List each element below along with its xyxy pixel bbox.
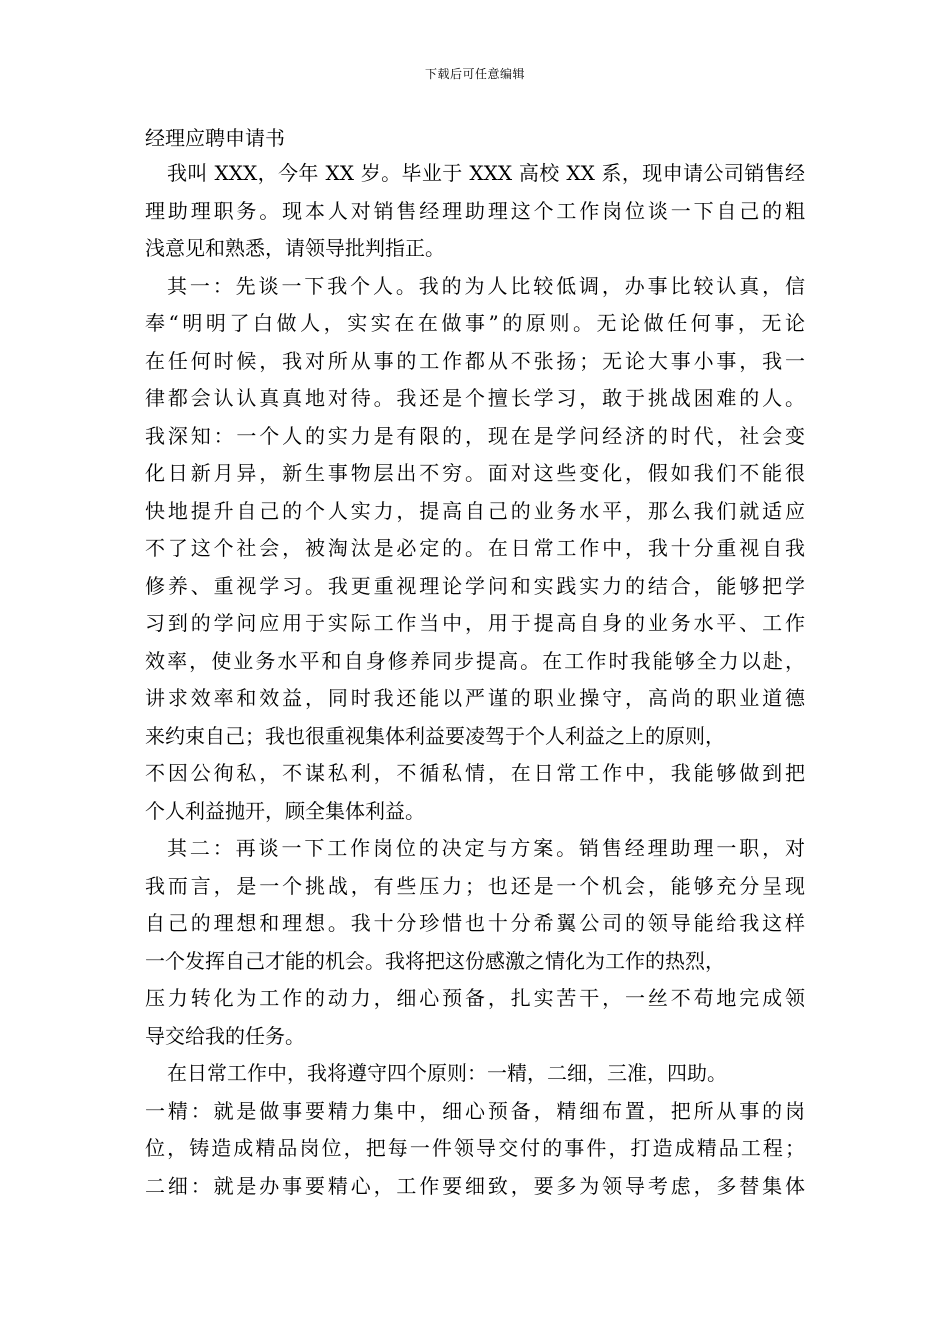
body-text-line: 我而言，是一个挑战，有些压力；也还是一个机会，能够充分呈现 [145,873,805,898]
body-text-line: 习到的学问应用于实际工作当中，用于提高自身的业务水平、工作 [145,611,805,635]
body-text-line: 浅意见和熟悉，请领导批判指正。 [145,236,445,260]
body-text-line: 位，铸造成精品岗位，把每一件领导交付的事件，打造成精品工程； [145,1136,805,1160]
body-text-line: 其二：再谈一下工作岗位的决定与方案。销售经理助理一职，对 [167,836,805,860]
page-header-note: 下载后可任意编辑 [424,67,525,81]
body-text-line: 化日新月异，新生事物层出不穷。面对这些变化，假如我们不能很 [145,461,805,485]
body-text-line: 效率，使业务水平和自身修养同步提高。在工作时我能够全力以赴， [145,648,805,673]
body-text-line: 来约束自己；我也很重视集体利益要凌驾于个人利益之上的原则， [145,723,725,748]
body-text-line: 其一：先谈一下我个人。我的为人比较低调，办事比较认真，信 [167,273,805,298]
document-body [145,155,805,1205]
body-text-line: 导交给我的任务。 [145,1023,305,1048]
body-text-line: 在任何时候，我对所从事的工作都从不张扬；无论大事小事，我一 [145,348,805,373]
body-text-line: 一个发挥自己才能的机会。我将把这份感激之情化为工作的热烈， [145,948,725,973]
document-title: 经理应聘申请书 [145,126,285,150]
body-text-line: 不了这个社会，被淘汰是必定的。在日常工作中，我十分重视自我 [145,536,805,560]
body-text-line: 理助理职务。现本人对销售经理助理这个工作岗位谈一下自己的粗 [145,198,805,223]
body-text-line: 二细：就是办事要精心，工作要细致，要多为领导考虑，多替集体 [145,1173,805,1198]
body-text-line: 自己的理想和理想。我十分珍惜也十分希翼公司的领导能给我这样 [145,911,805,935]
body-text-line: 不因公徇私，不谋私利，不循私情，在日常工作中，我能够做到把 [145,761,805,785]
body-text-line: 压力转化为工作的动力，细心预备，扎实苦干，一丝不苟地完成领 [145,986,805,1010]
body-text-line: 一精：就是做事要精力集中，细心预备，精细布置，把所从事的岗 [145,1098,805,1123]
body-text-line: 律都会认认真真地对待。我还是个擅长学习，敢于挑战困难的人。 [145,386,805,410]
body-text-line: 我叫 XXX，今年 XX 岁。毕业于 XXX 高校 XX 系，现申请公司销售经 [167,161,805,185]
body-text-line: 在日常工作中，我将遵守四个原则：一精，二细，三准，四助。 [167,1061,727,1085]
body-text-line: 修养、重视学习。我更重视理论学问和实践实力的结合，能够把学 [145,573,805,598]
body-text-line: 个人利益抛开，顾全集体利益。 [145,798,425,823]
body-text-line: 快地提升自己的个人实力，提高自己的业务水平，那么我们就适应 [145,498,805,523]
body-text-line: 我深知：一个人的实力是有限的，现在是学问经济的时代，社会变 [145,423,805,448]
body-text-line: 讲求效率和效益，同时我还能以严谨的职业操守，高尚的职业道德 [145,686,805,710]
body-text-line: 奉“明明了白做人，实实在在做事”的原则。无论做任何事，无论 [145,311,805,335]
